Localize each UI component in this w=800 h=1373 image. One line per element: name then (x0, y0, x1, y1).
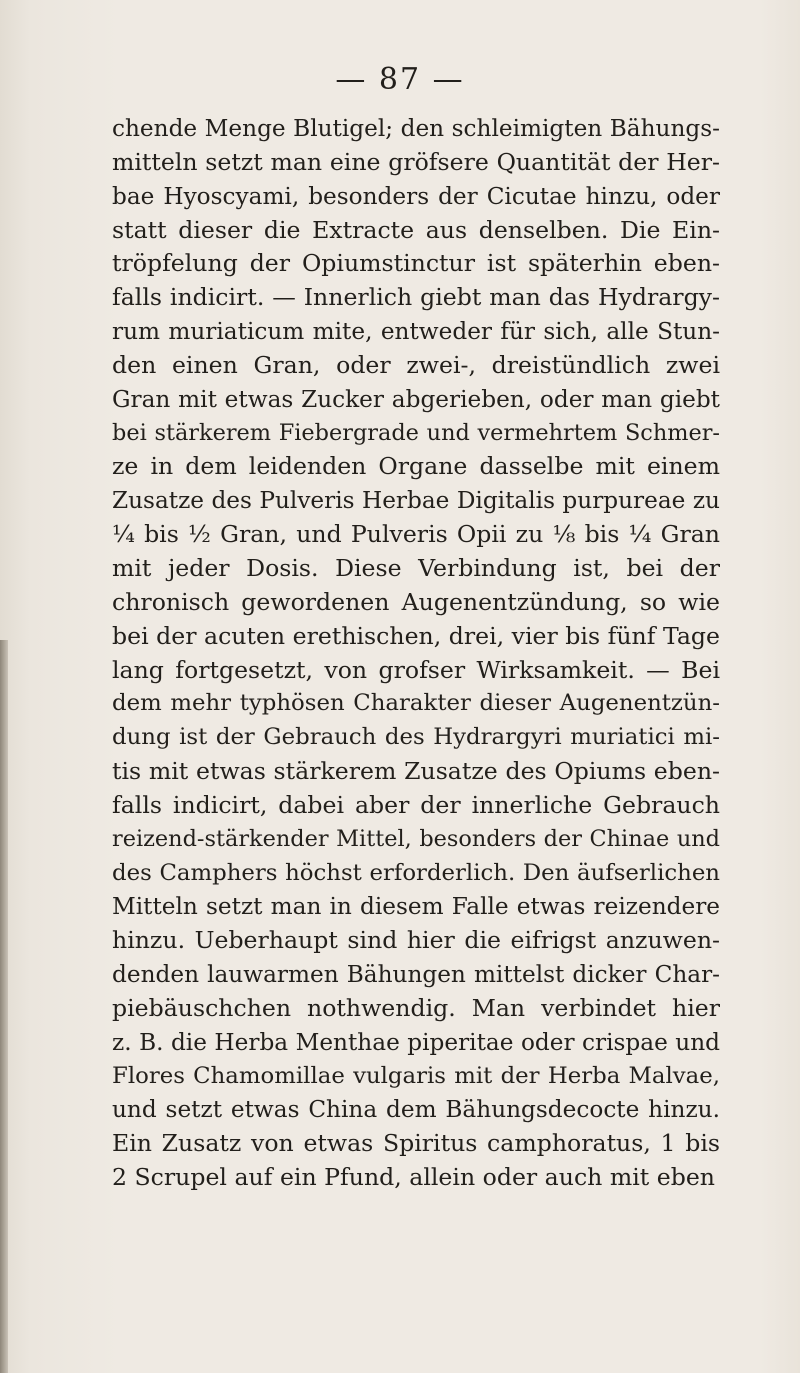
text-line: Zusatze des Pulveris Herbae Digitalis purpureae zu (112, 487, 720, 515)
page-number-header: — 87 — (335, 62, 465, 97)
text-line: Ein Zusatz von etwas Spiritus camphoratus, 1 bis (112, 1129, 720, 1158)
text-line: bei der acuten erethischen, drei, vier bis fünf Tage (112, 621, 720, 650)
text-line: chronisch gewordenen Augenentzündung, so wie (112, 587, 720, 616)
text-line: statt dieser die Extracte aus denselben. Die Ein- (112, 215, 720, 244)
page-spine-shadow (0, 640, 8, 1373)
text-line: z. B. die Herba Menthae piperitae oder crispae und (112, 1028, 720, 1056)
text-line: ze in dem leidenden Organe dasselbe mit einem (112, 452, 720, 481)
text-line: Mitteln setzt man in diesem Falle etwas reizendere (112, 893, 720, 921)
text-line: Flores Chamomillae vulgaris mit der Herba Malvae, (112, 1062, 720, 1089)
text-line: bae Hyoscyami, besonders der Cicutae hinzu, oder (112, 182, 720, 210)
text-line: hinzu. Ueberhaupt sind hier die eifrigst anzuwen- (112, 926, 720, 955)
text-line: den einen Gran, oder zwei-, dreistündlich zwei (112, 350, 720, 379)
text-line: 2 Scrupel auf ein Pfund, allein oder auch mit eben (112, 1163, 715, 1192)
text-line: piebäuschchen nothwendig. Man verbindet hier (112, 993, 720, 1022)
text-body (112, 112, 720, 1195)
text-line: mitteln setzt man eine gröfsere Quantität der Her- (112, 147, 720, 176)
text-line: bei stärkerem Fiebergrade und vermehrtem Schmer- (112, 419, 720, 446)
text-line: tis mit etwas stärkerem Zusatze des Opiums eben- (112, 757, 720, 786)
text-line: und setzt etwas China dem Bähungsdecocte hinzu. (112, 1096, 720, 1124)
text-line: dung ist der Gebrauch des Hydrargyri muriatici mi- (112, 724, 720, 751)
text-line: falls indicirt, dabei aber der innerliche Gebrauch (112, 790, 720, 819)
text-line: ¼ bis ½ Gran, und Pulveris Opii zu ⅛ bis ¼ Gran (112, 520, 720, 549)
text-line: chende Menge Blutigel; den schleimigten Bähungs- (112, 115, 720, 142)
text-line: denden lauwarmen Bähungen mittelst dicker Char- (112, 961, 720, 989)
text-line: des Camphers höchst erforderlich. Den äufserlichen (112, 859, 720, 886)
text-line: dem mehr typhösen Charakter dieser Augenentzün- (112, 690, 720, 717)
text-line: Gran mit etwas Zucker abgerieben, oder man giebt (112, 385, 720, 413)
text-line: tröpfelung der Opiumstinctur ist späterhin eben- (112, 249, 720, 278)
text-line: reizend-stärkender Mittel, besonders der Chinae und (112, 825, 720, 852)
text-line: mit jeder Dosis. Diese Verbindung ist, bei der (112, 553, 720, 582)
text-line: rum muriaticum mite, entweder für sich, alle Stun- (112, 318, 720, 346)
text-line: falls indicirt. — Innerlich giebt man das Hydrargy- (112, 283, 720, 312)
text-line: lang fortgesetzt, von grofser Wirksamkeit. — Bei (112, 655, 720, 684)
